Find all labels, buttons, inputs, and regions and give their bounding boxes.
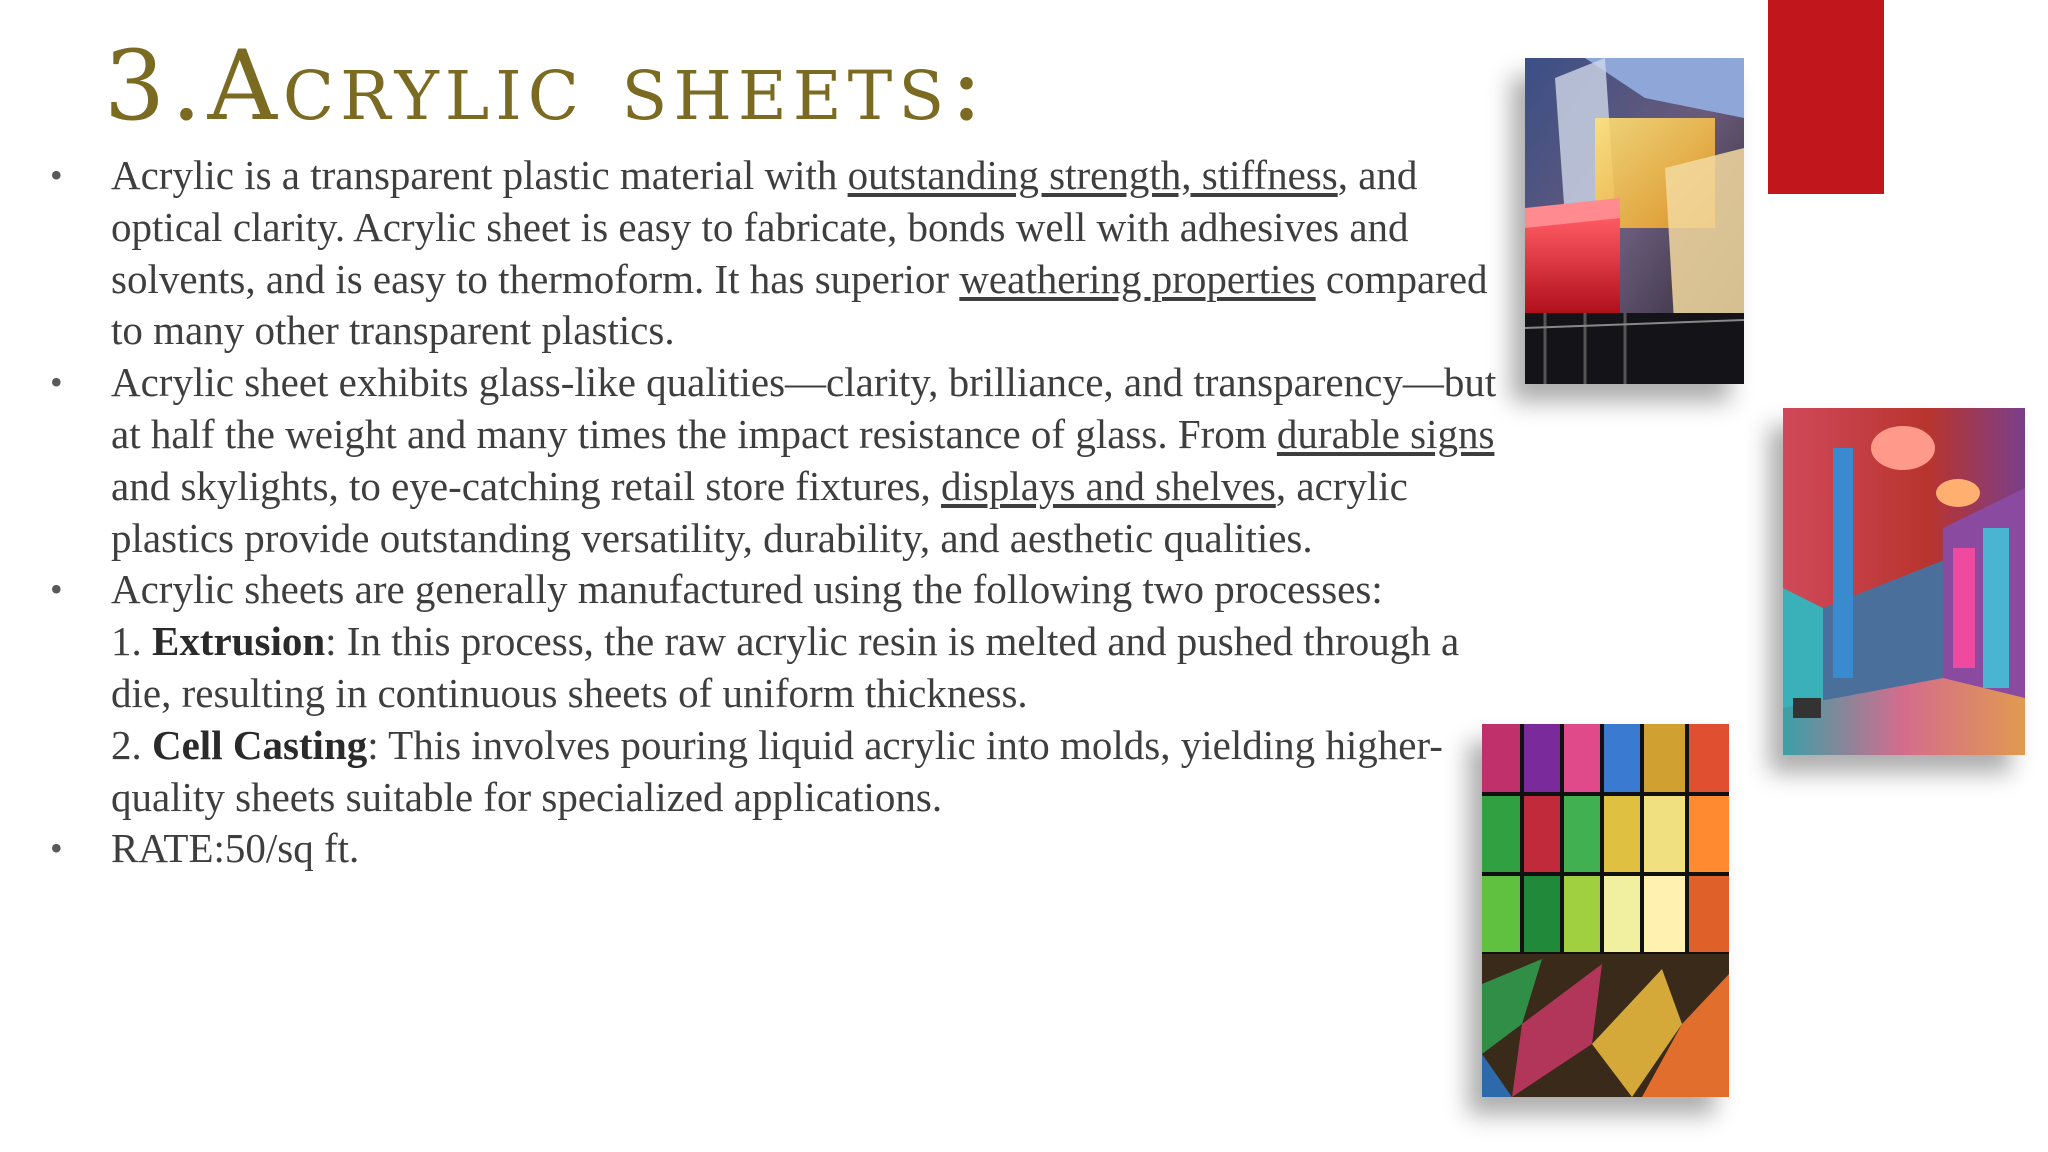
- bullet-item-rate: [50, 823, 1510, 875]
- bullet-text: , acrylic plastics provide outstanding versatility, durability, and aesthetic qualities.: [111, 462, 1408, 561]
- bullet-text: compared to many other transparent plastics.: [111, 255, 1488, 354]
- underlined-phrase: weathering properties: [959, 255, 1316, 302]
- bullet-marker: •: [50, 362, 63, 403]
- bullet-list: [50, 150, 1510, 875]
- bullet-text: Acrylic sheets are generally manufactured using the following two processes:: [111, 566, 1383, 613]
- photo-acrylic-corridor: [1783, 408, 2025, 755]
- photo-icon: [1783, 408, 2025, 755]
- slide-title: 3.Acrylic sheets:: [104, 30, 989, 142]
- process-term-cell-casting: Cell Casting: [152, 721, 368, 768]
- bullet-marker: •: [50, 828, 63, 869]
- accent-bar: [1768, 0, 1884, 194]
- bullet-item-qualities: [50, 357, 1510, 564]
- bullet-item-processes: [50, 564, 1510, 823]
- bullet-marker: •: [50, 569, 63, 610]
- underlined-phrase: displays and shelves: [941, 462, 1276, 509]
- bullet-item-properties: [50, 150, 1510, 357]
- process-description: : In this process, the raw acrylic resin is melted and pushed through a die, resulting in continuous sheets of uniform thickness.: [111, 618, 1460, 716]
- bullet-text: Acrylic is a transparent plastic material with: [111, 152, 848, 198]
- photo-icon: [1482, 724, 1729, 1097]
- rate-text: RATE:50/sq ft.: [111, 825, 360, 872]
- bullet-text: , and optical clarity. Acrylic sheet is easy to fabricate, bonds well with adhesives and solvents, and is easy to thermoform. It has superior: [111, 152, 1418, 302]
- process-description: : This involves pouring liquid acrylic into molds, yielding higher-quality sheets suitable for specialized applications.: [111, 721, 1443, 820]
- bullet-text: Acrylic sheet exhibits glass-like qualities—clarity, brilliance, and transparency—but at half the weight and many times the impact resistance of glass. From: [111, 359, 1497, 457]
- underlined-phrase: durable signs: [1276, 410, 1495, 457]
- step-number: 1.: [111, 618, 152, 665]
- photo-icon: [1525, 58, 1744, 384]
- underlined-phrase: outstanding strength, stiffness: [847, 152, 1338, 198]
- bullet-marker: •: [50, 155, 63, 195]
- bullet-text: and skylights, to eye-catching retail store fixtures,: [111, 462, 942, 509]
- process-term-extrusion: Extrusion: [152, 618, 326, 665]
- photo-acrylic-boxes: [1525, 58, 1744, 384]
- photo-stained-acrylic-wall: [1482, 724, 1729, 1097]
- step-number: 2.: [111, 721, 152, 768]
